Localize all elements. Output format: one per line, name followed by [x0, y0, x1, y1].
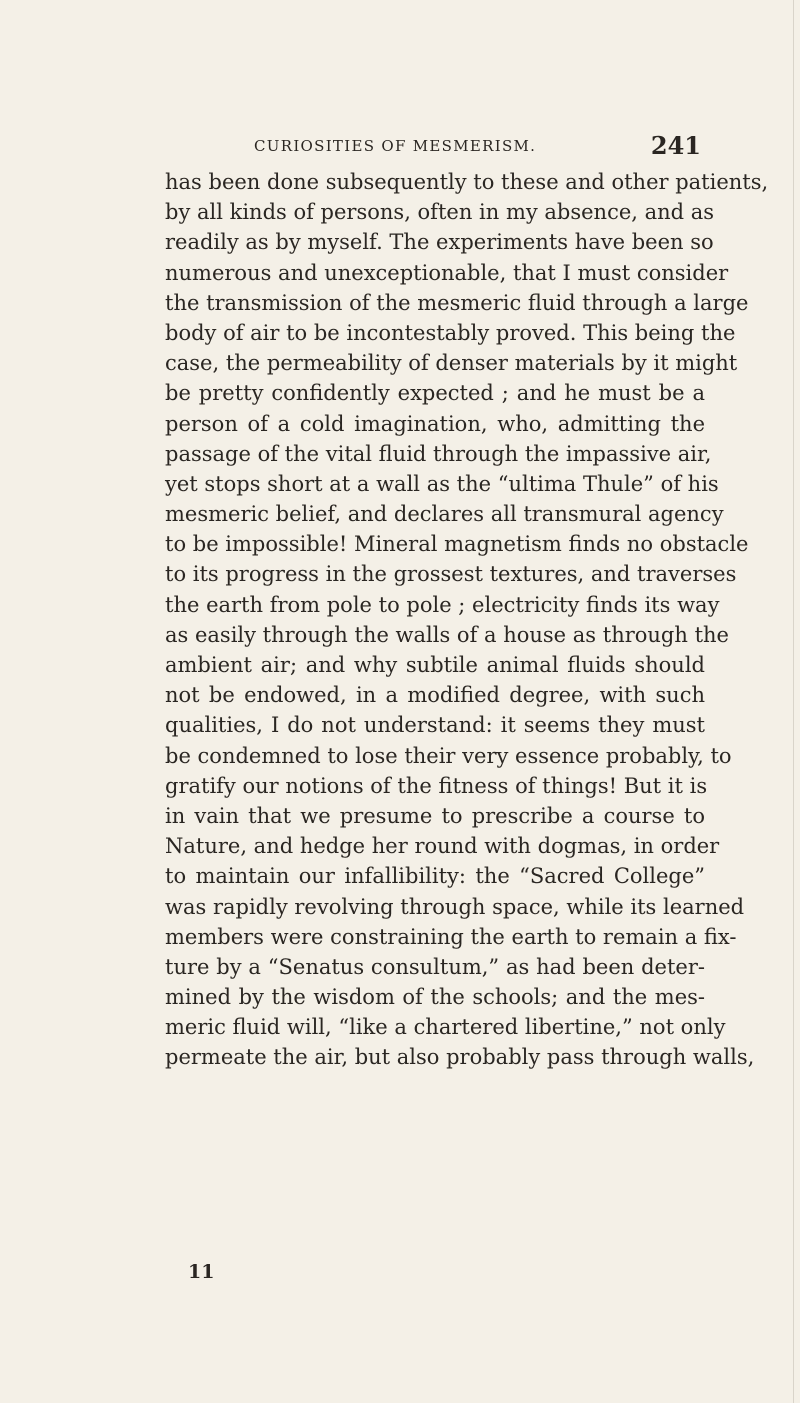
- text-line: mesmeric belief, and declares all transmural agency: [165, 502, 724, 527]
- text-line: by all kinds of persons, often in my absence, and as: [165, 200, 715, 225]
- running-head: [168, 133, 703, 163]
- text-line: was rapidly revolving through space, while its learned: [165, 894, 745, 919]
- text-line: to maintain our infallibility: the “Sacred College”: [165, 864, 705, 889]
- text-line: be pretty confidently expected ; and he must be a: [165, 381, 705, 406]
- text-line: gratify our notions of the fitness of things! But it is: [165, 773, 708, 798]
- text-line: ambient air; and why subtile animal fluids should: [165, 653, 705, 677]
- text-line: yet stops short at a wall as the “ultima Thule” of his: [165, 471, 719, 496]
- text-line: qualities, I do not understand: it seems they must: [165, 713, 705, 738]
- body-text: [165, 167, 769, 1073]
- text-line: be condemned to lose their very essence probably, to: [165, 743, 732, 768]
- text-line: the transmission of the mesmeric fluid through a large: [165, 290, 749, 315]
- page-number: 241: [650, 131, 701, 160]
- text-line: in vain that we presume to prescribe a course to: [165, 803, 705, 828]
- text-line: to its progress in the grossest textures, and traverses: [165, 562, 737, 587]
- text-line: numerous and unexceptionable, that I must consider: [165, 260, 729, 285]
- text-line: to be impossible! Mineral magnetism finds no obstacle: [165, 532, 749, 557]
- text-line: body of air to be incontestably proved. This being the: [165, 320, 736, 345]
- text-line: has been done subsequently to these and other patients,: [165, 170, 769, 194]
- running-title: CURIOSITIES OF MESMERISM.: [254, 137, 537, 155]
- text-line: not be endowed, in a modified degree, with such: [165, 683, 705, 708]
- text-line: mined by the wisdom of the schools; and the mes-: [165, 985, 705, 1010]
- signature-mark: 11: [188, 1261, 215, 1283]
- text-line: members were constraining the earth to remain a fix-: [165, 924, 737, 949]
- text-line: Nature, and hedge her round with dogmas, in order: [165, 834, 720, 859]
- text-line: readily as by myself. The experiments have been so: [165, 230, 714, 255]
- text-line: as easily through the walls of a house as through the: [165, 622, 729, 647]
- text-line: permeate the air, but also probably pass through walls,: [165, 1045, 755, 1070]
- text-line: ture by a “Senatus consultum,” as had been deter-: [165, 954, 705, 979]
- page-edge-divider: [793, 0, 794, 1403]
- text-line: case, the permeability of denser materials by it might: [165, 351, 738, 376]
- text-line: meric fluid will, “like a chartered libertine,” not only: [165, 1015, 726, 1040]
- text-line: person of a cold imagination, who, admitting the: [165, 411, 705, 436]
- text-line: passage of the vital fluid through the impassive air,: [165, 441, 712, 466]
- text-line: the earth from pole to pole ; electricity finds its way: [165, 592, 720, 617]
